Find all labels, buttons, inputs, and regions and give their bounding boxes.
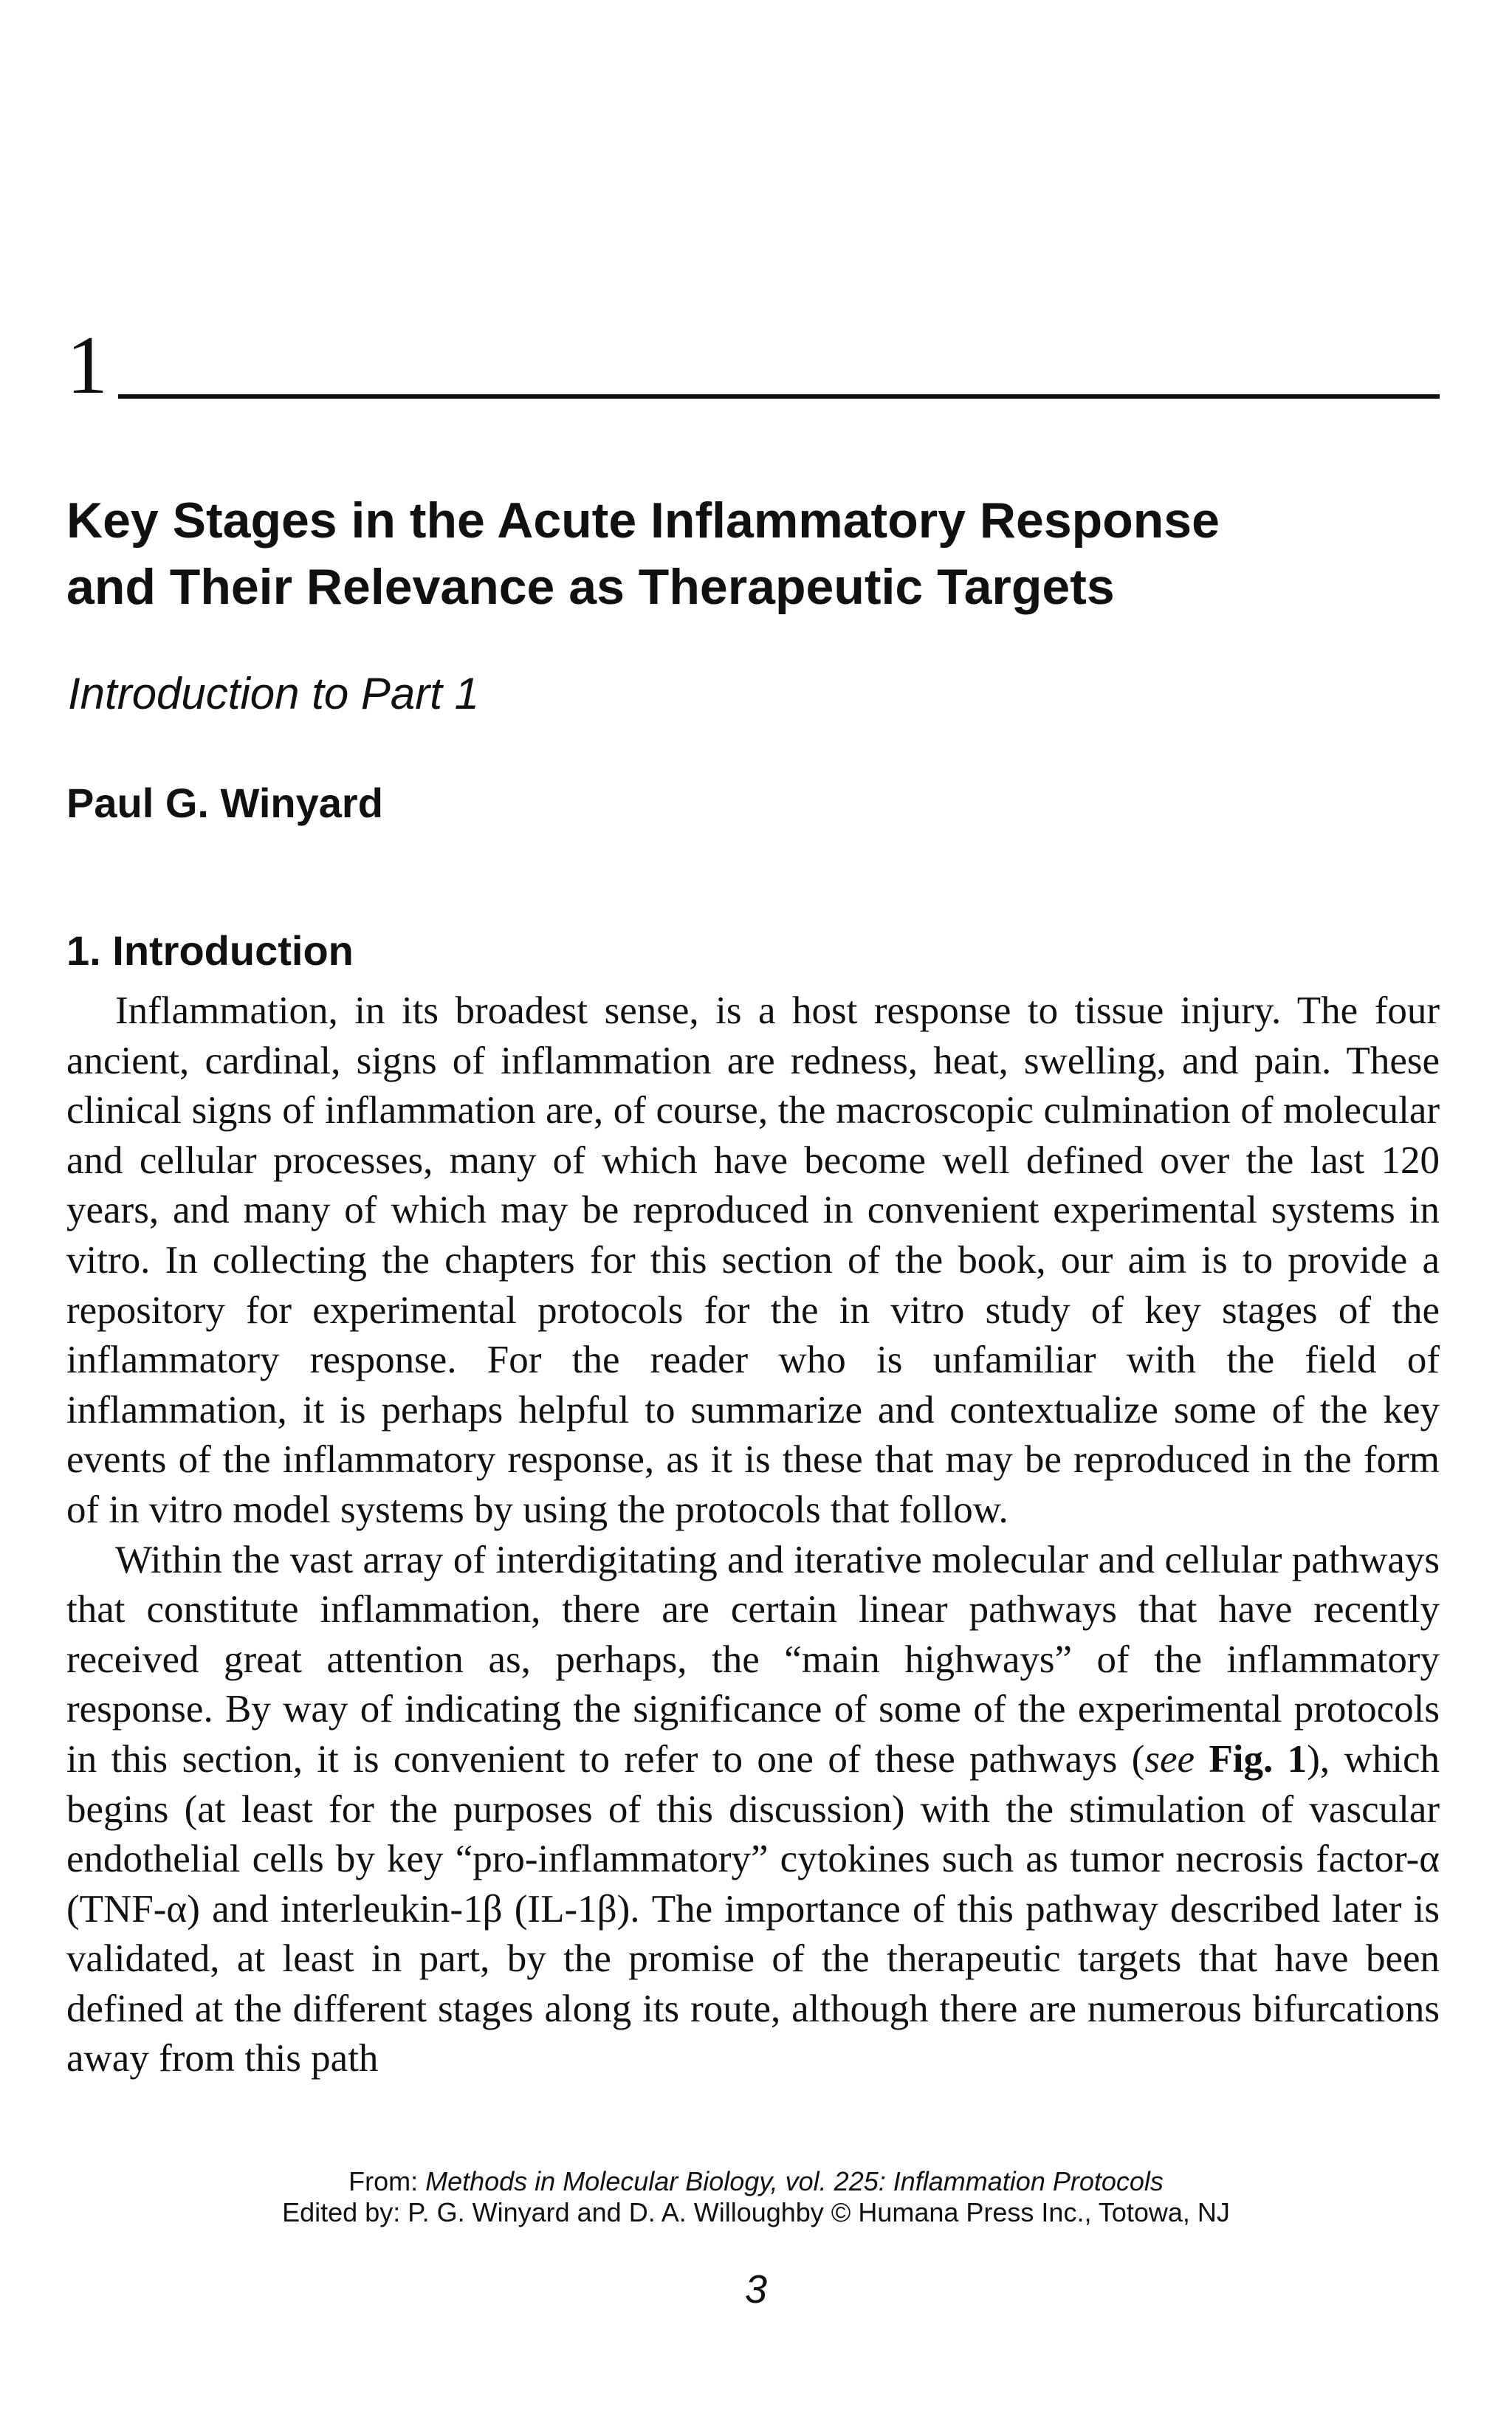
page-footer (0, 2166, 1512, 2228)
chapter-number: 1 (66, 320, 108, 411)
footer-from-label: From: (348, 2166, 426, 2196)
footer-edited-line: Edited by: P. G. Winyard and D. A. Willoughby © Humana Press Inc., Totowa, NJ (282, 2197, 1230, 2227)
chapter-subtitle: Introduction to Part 1 (68, 669, 479, 718)
figure-reference: Fig. 1 (1209, 1737, 1307, 1781)
paragraph-2-part-1: Within the vast array of interdigitating and iterative molecular and cellular pathways that constitute inflammation, there are certain linear pathways that have recently received great attention as, perhaps, the “main highways” of the inflammatory response. By way of indicating the significance of some of the experimental protocols in this section, it is convenient to refer to one of these pathways ( (66, 1538, 1440, 1781)
footer-source-line (0, 2166, 1512, 2197)
author-name: Paul G. Winyard (66, 780, 383, 826)
chapter-title-line-1: Key Stages in the Acute Inflammatory Response (66, 492, 1220, 549)
paragraph-1: Inflammation, in its broadest sense, is a host response to tissue injury. The four ancient, cardinal, signs of inflammation are redness, heat, swelling, and pain. These clinical signs of inflammation are, of course, the macroscopic culmination of molecular and cellular processes, many of which have become well defined over the last 120 years, and many of which may be reproduced in convenient experimental systems in vitro. In collecting the chapters for this section of the book, our aim is to provide a repository for experimental protocols for the in vitro study of key stages of the inflammatory response. For the reader who is unfamiliar with the field of inflammation, it is perhaps helpful to summarize and contextualize some of the key events of the inflammatory response, as it is these that may be reproduced in the form of in vitro model systems by using the protocols that follow. (66, 989, 1440, 1531)
paragraph-2 (66, 1536, 1440, 2085)
chapter-header (66, 320, 1440, 411)
see-reference: see (1144, 1737, 1195, 1781)
page-number: 3 (744, 2267, 768, 2312)
body-text (66, 986, 1440, 2084)
paragraph-2-part-2: ), which begins (at least for the purposes of this discussion) with the stimulation of vascular endothelial cells by key “pro-inflammatory” cytokines such as tumor necrosis factor-α (TNF-α) and interleukin-1β (IL-1β). The importance of this pathway described later is validated, at least in part, by the promise of the therapeutic targets that have been defined at the different stages along its route, although there are numerous bifurcations away from this path (66, 1737, 1440, 2080)
chapter-title (66, 487, 1440, 620)
chapter-rule-line (118, 394, 1440, 399)
section-heading: 1. Introduction (66, 927, 354, 974)
footer-source: Methods in Molecular Biology, vol. 225: Inflammation Protocols (425, 2166, 1164, 2196)
chapter-title-line-2: and Their Relevance as Therapeutic Targets (66, 559, 1115, 615)
